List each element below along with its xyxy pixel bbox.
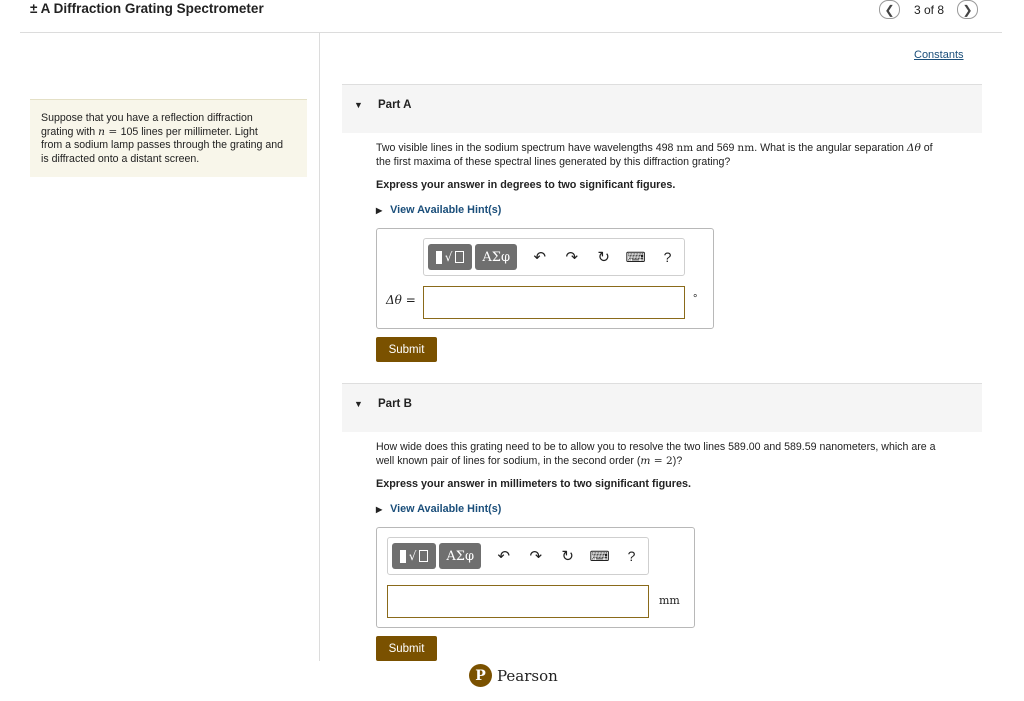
help-icon[interactable]: ? <box>627 548 636 564</box>
keyboard-icon[interactable]: ⌨ <box>589 547 610 564</box>
part-b-answer-unit: mm <box>659 594 680 607</box>
part-b-header[interactable] <box>342 383 982 432</box>
part-a-answer-label: Δθ = <box>386 293 416 307</box>
part-b-answer-box <box>376 527 695 628</box>
caret-down-icon: ▼ <box>354 399 363 409</box>
part-a-instruction: Express your answer in degrees to two significant figures. <box>376 179 676 191</box>
page-title: ± A Diffraction Grating Spectrometer <box>30 1 264 16</box>
problem-line: Suppose that you have a reflection diffraction <box>41 112 253 124</box>
part-b-label: Part B <box>378 398 412 410</box>
greek-symbols-button[interactable]: ΑΣφ <box>475 244 517 270</box>
help-icon[interactable]: ? <box>663 249 672 265</box>
caret-right-icon: ▶ <box>376 205 383 215</box>
constants-link[interactable]: Constants <box>914 49 964 61</box>
pearson-logo-icon: P <box>469 664 492 687</box>
hints-label: View Available Hint(s) <box>390 204 502 216</box>
chevron-left-icon[interactable]: ❮ <box>879 0 900 19</box>
part-a-answer-input[interactable] <box>423 286 685 319</box>
part-a-label: Part A <box>378 99 412 111</box>
part-a-header[interactable] <box>342 84 982 133</box>
part-b-question: How wide does this grating need to be to allow you to resolve the two lines 589.00 and 589.59 nanometers, which are a well known pair of lines for sodium, in the second order (m = 2)? <box>376 441 936 467</box>
problem-statement <box>30 99 307 177</box>
reset-icon[interactable]: ↻ <box>597 249 610 266</box>
part-b-submit-button[interactable]: Submit <box>376 636 437 661</box>
redo-icon[interactable]: ↷ <box>529 548 543 565</box>
caret-down-icon: ▼ <box>354 100 363 110</box>
part-a-submit-button[interactable]: Submit <box>376 337 437 362</box>
pager-label: 3 of 8 <box>914 2 945 17</box>
chevron-right-icon[interactable]: ❯ <box>957 0 978 19</box>
part-a-answer-unit: ° <box>693 293 698 305</box>
part-b-hints-toggle[interactable] <box>376 503 501 515</box>
part-a-answer-box <box>376 228 714 329</box>
problem-line: is diffracted onto a distant screen. <box>41 152 200 165</box>
part-b-math-toolbar <box>387 537 649 575</box>
greek-symbols-button[interactable]: ΑΣφ <box>439 543 481 569</box>
undo-icon[interactable]: ↶ <box>497 548 511 565</box>
keyboard-icon[interactable]: ⌨ <box>625 248 646 265</box>
problem-line: grating with n = 105 lines per millimeter. Light <box>41 125 258 138</box>
undo-icon[interactable]: ↶ <box>533 249 547 266</box>
redo-icon[interactable]: ↷ <box>565 249 579 266</box>
part-b-instruction: Express your answer in millimeters to two significant figures. <box>376 478 691 490</box>
pearson-wordmark: Pearson <box>497 666 558 685</box>
part-b-answer-input[interactable] <box>387 585 649 618</box>
reset-icon[interactable]: ↻ <box>561 548 574 565</box>
header-divider <box>20 32 1002 33</box>
hints-label: View Available Hint(s) <box>390 503 502 515</box>
fraction-root-icon[interactable]: √ <box>428 244 472 270</box>
part-a-question: Two visible lines in the sodium spectrum have wavelengths 498 nm and 569 nm. What is the angular separation Δθ of the first maxima of these spectral lines generated by this diffraction grating? <box>376 142 933 168</box>
caret-right-icon: ▶ <box>376 504 383 514</box>
pager <box>879 0 978 19</box>
part-a-hints-toggle[interactable] <box>376 204 501 216</box>
problem-line: from a sodium lamp passes through the grating and <box>41 139 284 152</box>
variable-n: n <box>98 125 105 138</box>
pearson-logo <box>469 664 558 687</box>
part-a-math-toolbar <box>423 238 685 276</box>
column-divider <box>319 33 320 661</box>
fraction-root-icon[interactable]: √ <box>392 543 436 569</box>
